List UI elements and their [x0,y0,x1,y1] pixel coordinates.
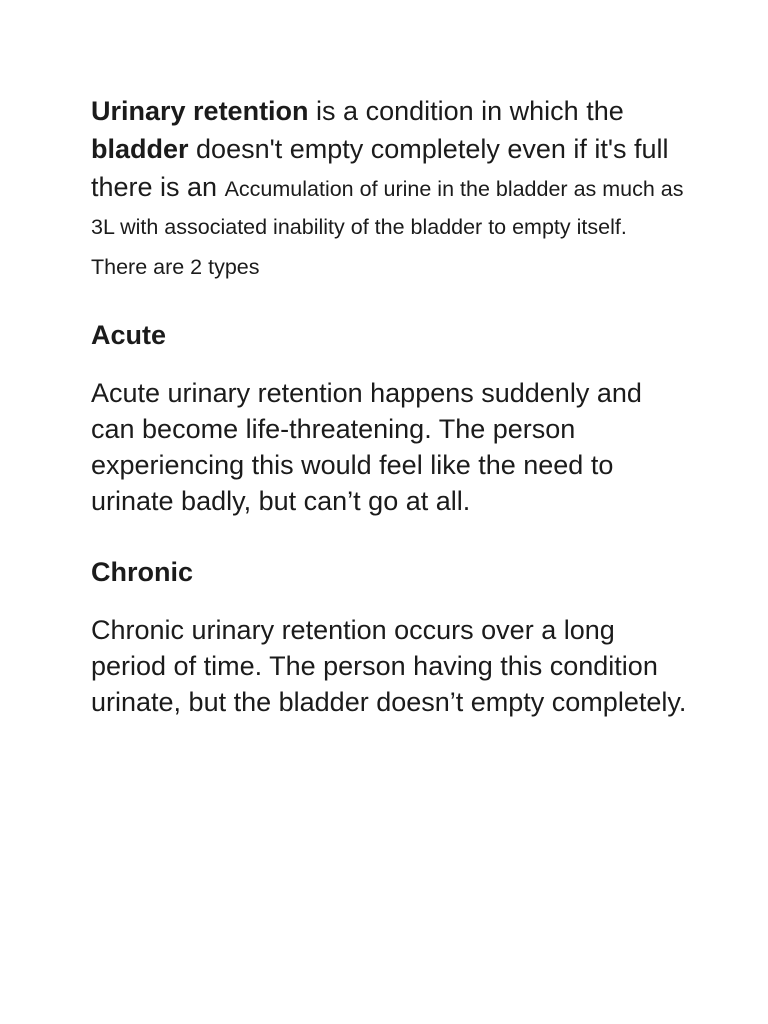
section-heading-acute: Acute [91,320,167,350]
section-heading-chronic: Chronic [91,557,194,587]
intro-term: Urinary retention [91,96,309,126]
intro-bladder-term: bladder [91,134,189,164]
document-page [91,92,691,720]
section-body-chronic: Chronic urinary retention occurs over a long period of time. The person having this condition urinate, but the bladder doesn’t empty completely. [91,615,687,717]
types-line: There are 2 types [91,255,260,279]
section-body-acute: Acute urinary retention happens suddenly and can become life-threatening. The person experiencing this would feel like the need to urinate badly, but can’t go at all. [91,378,642,516]
intro-paragraph [91,92,691,244]
intro-definition: Accumulation of urine in the bladder as much as 3L with associated inability of the bladder to empty itself. [91,177,684,239]
intro-text-1: is a condition in which the [308,96,624,126]
intro-text-2: doesn't empty completely even if it's full there is an [91,134,669,202]
